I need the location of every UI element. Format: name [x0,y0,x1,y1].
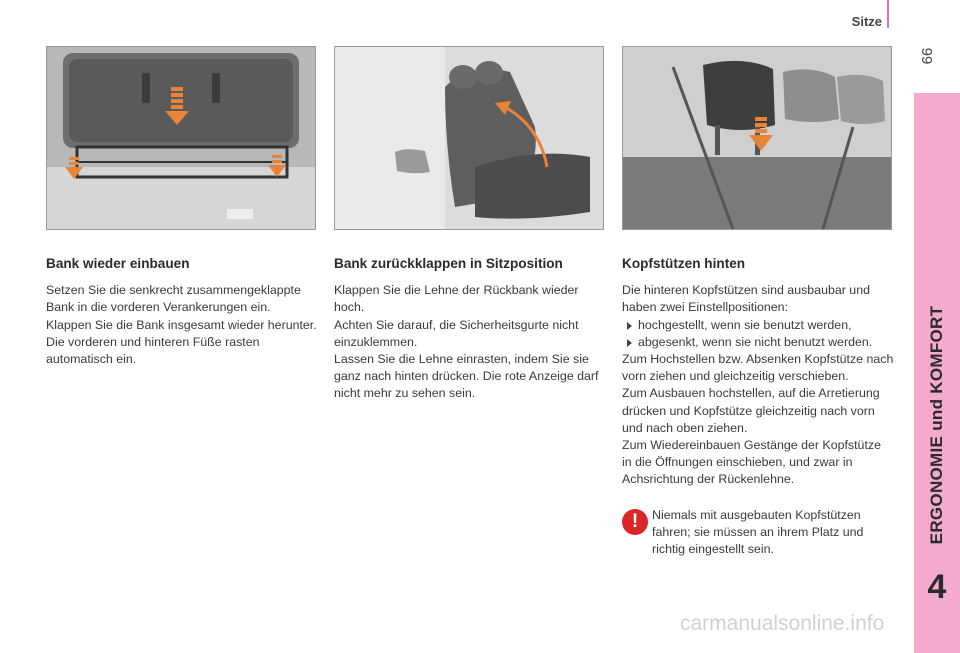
paragraph: Setzen Sie die senkrecht zusammengeklappte Bank in die vorderen Verankerungen ein. [46,283,301,315]
exclamation-icon: ! [622,509,648,535]
section-bench-fold-back [334,255,606,403]
section-bench-refit [46,255,318,368]
chapter-number: 4 [927,568,947,606]
bullet-item: abgesenkt, wenn sie nicht benutzt werden. [622,334,894,351]
photo-bench-refit [46,46,316,230]
paragraph: Zum Hochstellen bzw. Absenken Kopfstütze nach vorn ziehen und gleichzeitig verschieben. [622,352,894,384]
section-title: Sitze [851,14,882,29]
section-rear-headrests [622,255,894,489]
section-heading: Kopfstützen hinten [622,256,746,271]
warning-text: Niemals mit ausgebauten Kopfstützen fahren; sie müssen an ihrem Platz und richtig eingestellt sein. [652,508,864,557]
paragraph: Klappen Sie die Bank insgesamt wieder herunter. Die vorderen und hinteren Füße rasten automatisch ein. [46,317,317,367]
paragraph: Zum Wiedereinbauen Gestänge der Kopfstütze in die Öffnungen einschieben, und zwar in Achsrichtung der Rückenlehne. [622,438,881,487]
header-divider [887,0,889,28]
chapter-title: ERGONOMIE und KOMFORT [927,305,946,545]
paragraph: Zum Ausbauen hochstellen, auf die Arretierung drücken und Kopfstütze gleichzeitig nach vorn und nach oben ziehen. [622,386,880,435]
section-heading: Bank zurückklappen in Sitzposition [334,256,563,271]
watermark: carmanualsonline.info [680,612,885,635]
paragraph: Achten Sie darauf, die Sicherheitsgurte nicht einzuklemmen. [334,317,579,349]
bullet-item: hochgestellt, wenn sie benutzt werden, [622,317,894,334]
paragraph: Die hinteren Kopfstützen sind ausbaubar und haben zwei Einstellpositionen: [622,283,870,315]
photo-rear-headrests [622,46,892,230]
paragraph: Klappen Sie die Lehne der Rückbank wieder hoch. [334,283,579,315]
warning-box [622,507,892,559]
photo-bench-folding-back [334,46,604,230]
section-heading: Bank wieder einbauen [46,256,190,271]
paragraph: Lassen Sie die Lehne einrasten, indem Sie sie ganz nach hinten drücken. Die rote Anzeige darf nicht mehr zu sehen sein. [334,352,599,401]
page-number: 99 [918,47,935,65]
